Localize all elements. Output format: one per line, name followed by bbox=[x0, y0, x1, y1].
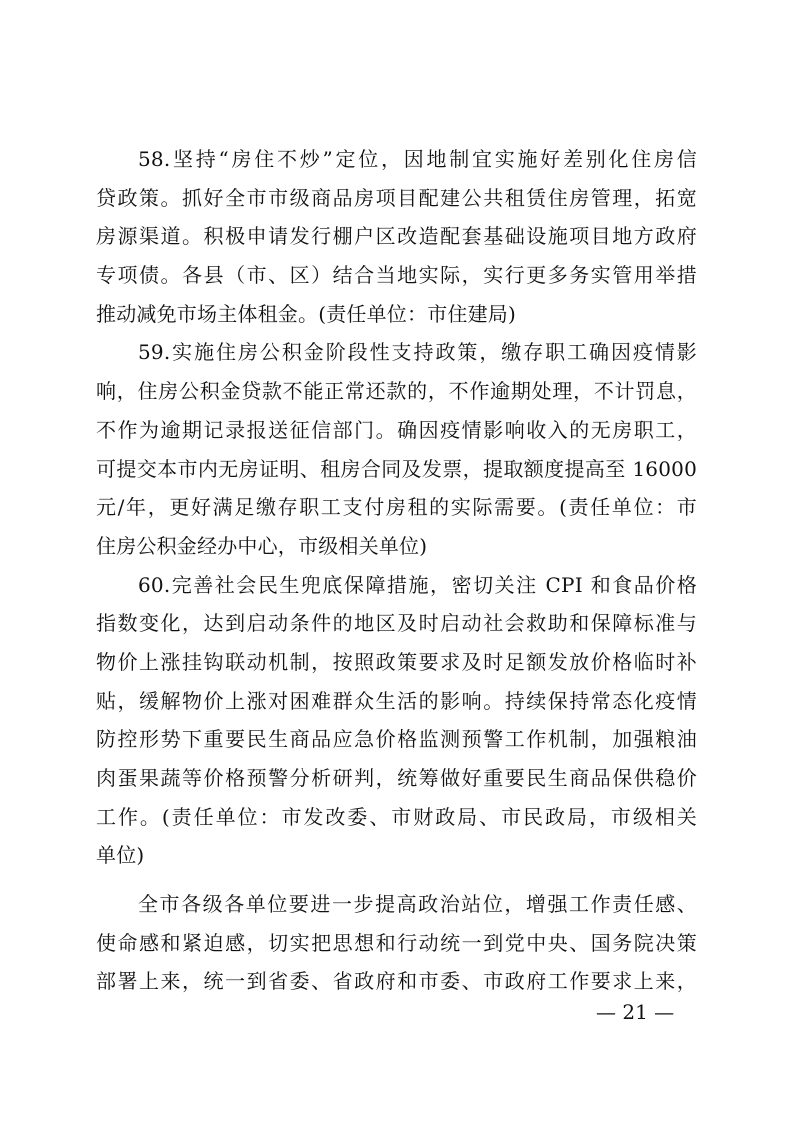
document-body bbox=[96, 140, 697, 1001]
text-line: 可提交本市内无房证明、租房合同及发票，提取额度提高至 16000 bbox=[96, 456, 697, 481]
paragraph-conclusion bbox=[96, 885, 697, 1001]
text-line: 推动减免市场主体租金。(责任单位：市住建局) bbox=[96, 301, 517, 326]
text-line: 58.坚持“房住不炒”定位，因地制宜实施好差别化住房信 bbox=[138, 147, 697, 171]
text-line: 肉蛋果蔬等价格预警分析研判，统筹做好重要民生商品保供稳价 bbox=[96, 766, 697, 790]
text-line: 单位) bbox=[96, 843, 145, 868]
text-line: 60.完善社会民生兜底保障措施，密切关注 CPI 和食品价格 bbox=[138, 572, 697, 597]
text-line: 贴，缓解物价上涨对困难群众生活的影响。持续保持常态化疫情 bbox=[96, 688, 697, 713]
paragraph-59 bbox=[96, 333, 697, 565]
text-line: 使命感和紧迫感，切实把思想和行动统一到党中央、国务院决策 bbox=[96, 930, 697, 955]
text-line: 工作。(责任单位：市发改委、市财政局、市民政局，市级相关 bbox=[96, 804, 697, 829]
page-number: — 21 — bbox=[596, 1000, 675, 1024]
text-line: 全市各级各单位要进一步提高政治站位，增强工作责任感、 bbox=[138, 892, 697, 917]
text-line: 防控形势下重要民生商品应急价格监测预警工作机制，加强粮油 bbox=[96, 727, 697, 752]
text-line: 指数变化，达到启动条件的地区及时启动社会救助和保障标准与 bbox=[96, 611, 697, 636]
text-line: 住房公积金经办中心，市级相关单位) bbox=[96, 533, 428, 558]
text-line: 59.实施住房公积金阶段性支持政策，缴存职工确因疫情影 bbox=[138, 340, 697, 365]
text-line: 部署上来，统一到省委、省政府和市委、市政府工作要求上来， bbox=[96, 969, 697, 994]
text-line: 房源渠道。积极申请发行棚户区改造配套基础设施项目地方政府 bbox=[96, 224, 697, 249]
text-line: 响，住房公积金贷款不能正常还款的，不作逾期处理，不计罚息， bbox=[96, 379, 697, 404]
paragraph-60 bbox=[96, 566, 697, 876]
text-line: 贷政策。抓好全市市级商品房项目配建公共租赁住房管理，拓宽 bbox=[96, 185, 697, 210]
text-line: 不作为逾期记录报送征信部门。确因疫情影响收入的无房职工， bbox=[96, 417, 697, 442]
text-line: 元/年，更好满足缴存职工支付房租的实际需要。(责任单位：市 bbox=[96, 495, 697, 520]
paragraph-58 bbox=[96, 140, 697, 333]
text-line: 物价上涨挂钩联动机制，按照政策要求及时足额发放价格临时补 bbox=[96, 649, 697, 674]
paragraph-gap bbox=[96, 875, 697, 885]
text-line: 专项债。各县（市、区）结合当地实际，实行更多务实管用举措 bbox=[96, 263, 697, 288]
